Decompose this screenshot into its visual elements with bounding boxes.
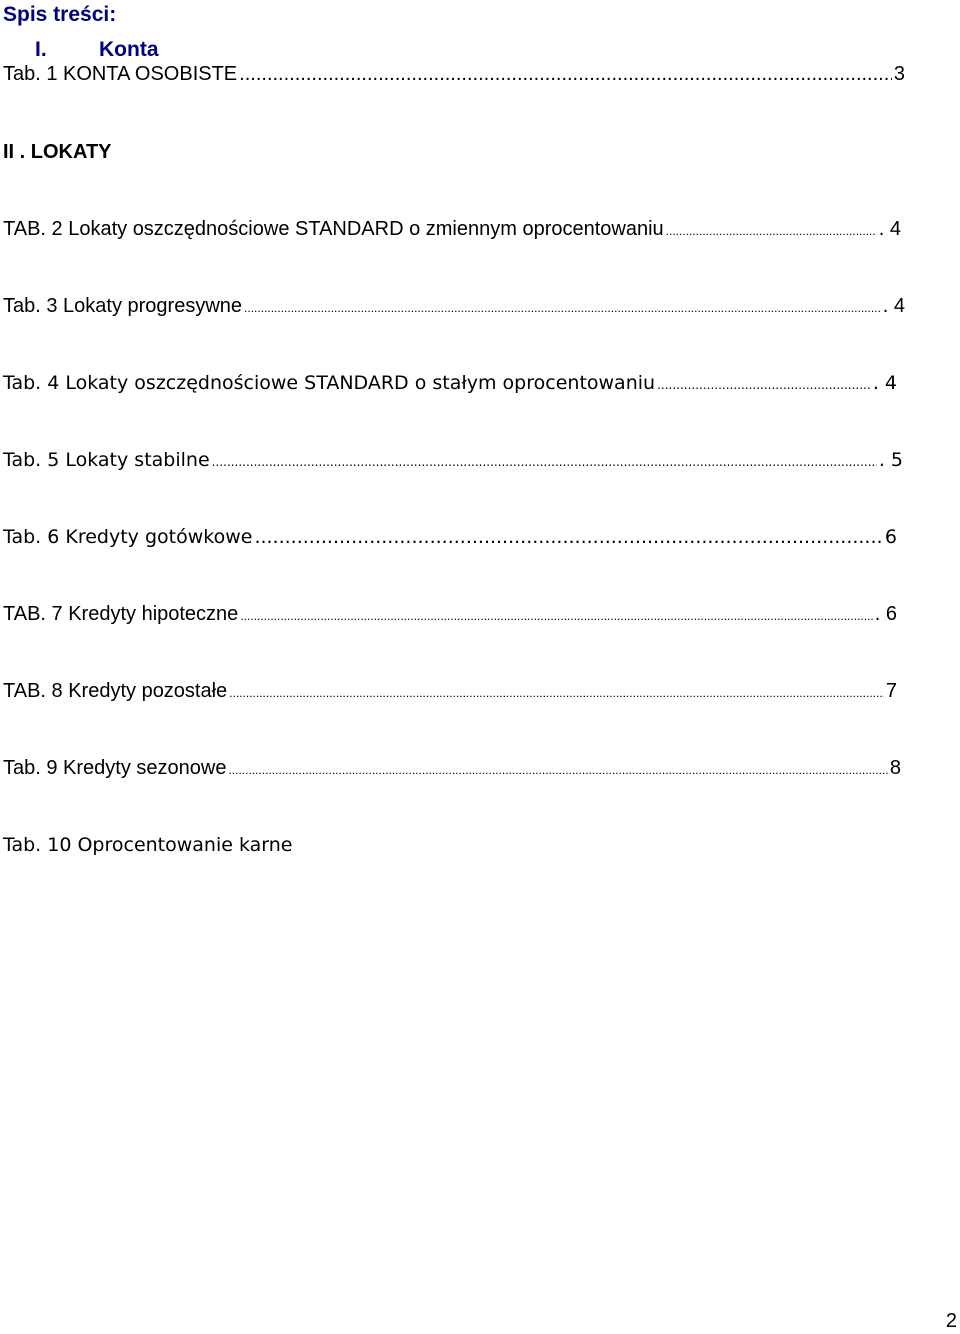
toc-entry-page: . 6: [874, 603, 897, 625]
dot-leader: [239, 62, 892, 86]
dot-leader: [254, 525, 882, 549]
toc-entry-label: TAB. 8 Kredyty pozostałe: [3, 680, 228, 702]
toc-entry-page: 7: [885, 680, 897, 702]
toc-entry-page: 6: [884, 526, 897, 548]
toc-entry-page: . 4: [878, 218, 901, 240]
dot-leader: [228, 756, 887, 782]
toc-entry-label: Tab. 1 KONTA OSOBISTE: [3, 63, 238, 85]
dot-leader: [666, 217, 877, 243]
toc-entry-label: Tab. 10 Oprocentowanie karne: [3, 834, 293, 856]
toc-entry-label: TAB. 2 Lokaty oszczędnościowe STANDARD o zmiennym oprocentowaniu: [3, 218, 664, 240]
dot-leader: [657, 371, 871, 397]
section-label: Konta: [99, 38, 159, 61]
toc-entry-label: TAB. 7 Kredyty hipoteczne: [3, 603, 239, 625]
toc-entry-page: . 4: [872, 372, 897, 394]
toc-entry-tab10[interactable]: [3, 833, 293, 857]
toc-entry-tab1[interactable]: [3, 62, 905, 86]
section-number: I.: [35, 38, 47, 61]
dot-leader: [240, 602, 872, 628]
toc-entry-tab4[interactable]: [3, 371, 897, 395]
toc-entry-page: . 4: [882, 295, 905, 317]
toc-entry-label: Tab. 5 Lokaty stabilne: [3, 449, 210, 471]
toc-title: Spis treści:: [3, 3, 117, 26]
toc-entry-tab9[interactable]: [3, 756, 901, 780]
toc-entry-page: 8: [889, 757, 901, 779]
toc-entry-label: Tab. 6 Kredyty gotówkowe: [3, 526, 253, 548]
toc-entry-page: . 5: [878, 449, 903, 471]
dot-leader: [229, 679, 884, 705]
section-heading-konta: [35, 39, 159, 60]
toc-entry-label: Tab. 3 Lokaty progresywne: [3, 295, 243, 317]
dot-leader: [244, 294, 881, 320]
page-number: 2: [945, 1310, 957, 1332]
toc-entry-tab6[interactable]: [3, 525, 897, 549]
dot-leader: [212, 448, 877, 474]
toc-entry-label: Tab. 9 Kredyty sezonowe: [3, 757, 227, 779]
toc-entry-tab7[interactable]: [3, 602, 897, 626]
toc-entry-label: Tab. 4 Lokaty oszczędnościowe STANDARD o stałym oprocentowaniu: [3, 372, 656, 394]
section-heading-lokaty: II . LOKATY: [3, 141, 112, 163]
toc-entry-tab5[interactable]: [3, 448, 903, 472]
toc-entry-tab3[interactable]: [3, 294, 905, 318]
toc-entry-tab2[interactable]: [3, 217, 901, 241]
toc-entry-tab8[interactable]: [3, 679, 897, 703]
toc-entry-page: 3: [893, 63, 905, 85]
